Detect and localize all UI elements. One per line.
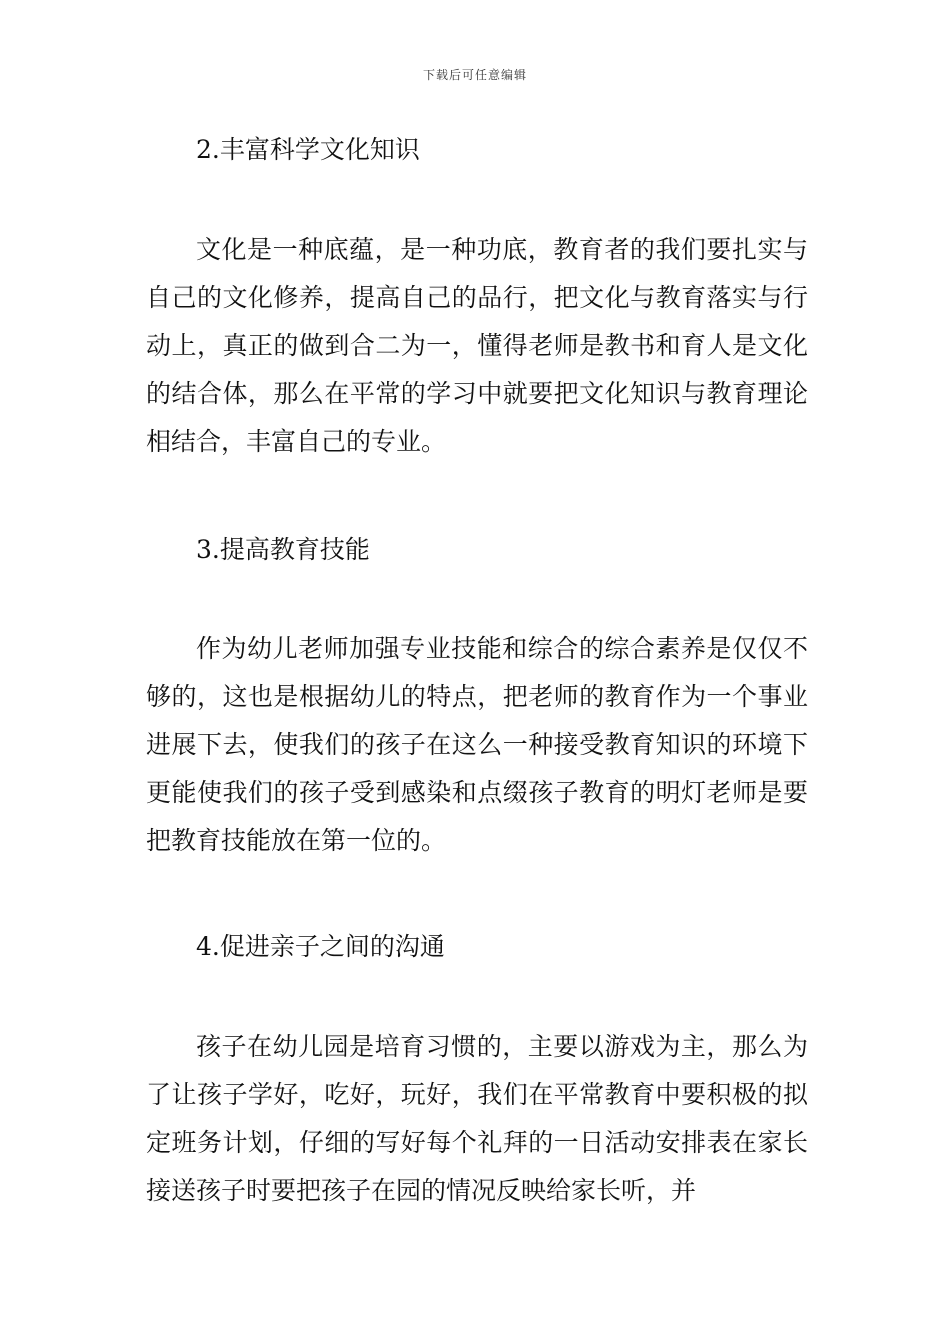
section-paragraph-education-skills: 作为幼儿老师加强专业技能和综合的综合素养是仅仅不够的，这也是根据幼儿的特点，把老师的教育作为一个事业进展下去，使我们的孩子在这么一种接受教育知识的环境下更能使我们的孩子受到感染和点缀孩子教育的明灯老师是要把教育技能放在第一位的。 bbox=[146, 634, 808, 855]
section-paragraph-parent-child-communication: 孩子在幼儿园是培育习惯的，主要以游戏为主，那么为了让孩子学好，吃好，玩好，我们在平常教育中要积极的拟定班务计划，仔细的写好每个礼拜的一日活动安排表在家长接送孩子时要把孩子在园的情况反映给家长听，并 bbox=[146, 1032, 808, 1205]
section-heading-parent-child-communication: 4.促进亲子之间的沟通 bbox=[196, 932, 445, 961]
section-paragraph-cultural-knowledge: 文化是一种底蕴，是一种功底，教育者的我们要扎实与自己的文化修养，提高自己的品行，把文化与教育落实与行动上，真正的做到合二为一，懂得老师是教书和育人是文化的结合体，那么在平常的学习中就要把文化知识与教育理论相结合，丰富自己的专业。 bbox=[146, 235, 808, 456]
header-note: 下载后可任意编辑 bbox=[422, 68, 527, 82]
section-heading-education-skills: 3.提高教育技能 bbox=[196, 535, 370, 564]
section-heading-cultural-knowledge: 2.丰富科学文化知识 bbox=[196, 135, 420, 164]
